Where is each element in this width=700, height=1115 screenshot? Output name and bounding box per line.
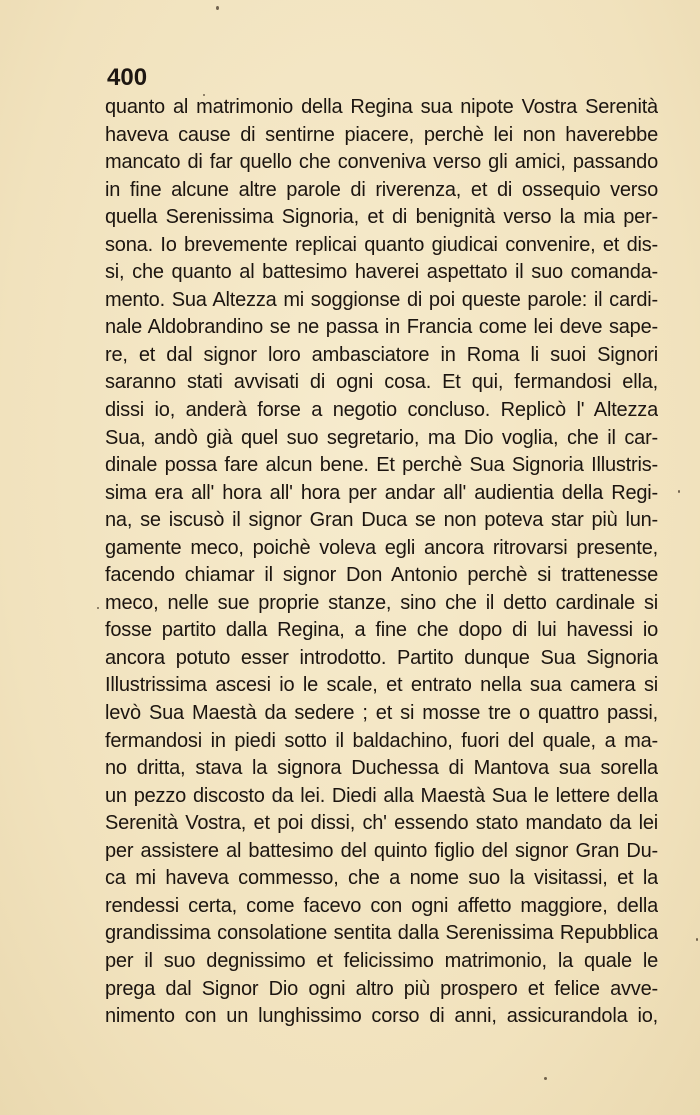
text-line: na, se iscusò il signor Gran Duca se non poteva star più lun- xyxy=(105,509,658,532)
text-line: Sua, andò già quel suo segretario, ma Dio voglia, che il car- xyxy=(105,426,658,449)
text-line: ca mi haveva commesso, che a nome suo la visitassi, et la xyxy=(105,867,658,890)
paper-speck xyxy=(544,1077,547,1080)
text-line: in fine alcune altre parole di riverenza, et di ossequio verso xyxy=(105,178,658,201)
text-line: nale Aldobrandino se ne passa in Francia come lei deve sape- xyxy=(105,316,658,339)
text-line: rendessi certa, come facevo con ogni affetto maggiore, della xyxy=(105,894,658,917)
paper-speck xyxy=(203,94,205,96)
text-line: nimento con un lunghissimo corso di anni, assicurandola io, xyxy=(105,1005,658,1028)
paper-speck xyxy=(678,490,680,493)
paper-speck xyxy=(696,938,698,941)
text-line: quella Serenissima Signoria, et di benignità verso la mia per- xyxy=(105,206,658,229)
text-line: saranno stati avvisati di ogni cosa. Et qui, fermandosi ella, xyxy=(105,371,658,394)
text-line: si, che quanto al battesimo haverei aspettato il suo comanda- xyxy=(105,261,658,284)
text-line: levò Sua Maestà da sedere ; et si mosse tre o quattro passi, xyxy=(105,702,658,725)
text-line: mento. Sua Altezza mi soggionse di poi queste parole: il cardi- xyxy=(105,288,658,311)
body-text xyxy=(105,94,658,1031)
text-line: prega dal Signor Dio ogni altro più prospero et felice avve- xyxy=(105,977,658,1000)
paper-speck xyxy=(97,607,99,609)
text-line: sona. Io brevemente replicai quanto giudicai convenire, et dis- xyxy=(105,233,658,256)
text-line: per il suo degnissimo et felicissimo matrimonio, la quale le xyxy=(105,949,658,972)
paper-speck xyxy=(216,6,219,10)
text-line: dinale possa fare alcun bene. Et perchè Sua Signoria Illustris- xyxy=(105,454,658,477)
text-line: re, et dal signor loro ambasciatore in Roma li suoi Signori xyxy=(105,343,658,366)
text-line: haveva cause di sentirne piacere, perchè lei non haverebbe xyxy=(105,123,658,146)
text-line: sima era all' hora all' hora per andar all' audientia della Regi- xyxy=(105,481,658,504)
text-line: grandissima consolatione sentita dalla Serenissima Repubblica xyxy=(105,922,658,945)
text-line: un pezzo discosto da lei. Diedi alla Maestà Sua le lettere della xyxy=(105,784,658,807)
text-line: Serenità Vostra, et poi dissi, ch' essendo stato mandato da lei xyxy=(105,812,658,835)
text-line: per assistere al battesimo del quinto figlio del signor Gran Du- xyxy=(105,839,658,862)
text-line: meco, nelle sue proprie stanze, sino che il detto cardinale si xyxy=(105,591,658,614)
text-line: ancora potuto esser introdotto. Partito dunque Sua Signoria xyxy=(105,646,658,669)
text-line: mancato di far quello che conveniva verso gli amici, passando xyxy=(105,151,658,174)
text-line: fosse partito dalla Regina, a fine che dopo di lui havessi io xyxy=(105,619,658,642)
page-number: 400 xyxy=(107,64,148,91)
text-line: facendo chiamar il signor Don Antonio perchè si trattenesse xyxy=(105,564,658,587)
text-line: no dritta, stava la signora Duchessa di Mantova sua sorella xyxy=(105,757,658,780)
text-line: gamente meco, poichè voleva egli ancora ritrovarsi presente, xyxy=(105,536,658,559)
text-line: Illustrissima ascesi io le scale, et entrato nella sua camera si xyxy=(105,674,658,697)
text-line: dissi io, anderà forse a negotio concluso. Replicò l' Altezza xyxy=(105,399,658,422)
text-line: quanto al matrimonio della Regina sua nipote Vostra Serenità xyxy=(105,96,658,118)
text-line: fermandosi in piedi sotto il baldachino, fuori del quale, a ma- xyxy=(105,729,658,752)
